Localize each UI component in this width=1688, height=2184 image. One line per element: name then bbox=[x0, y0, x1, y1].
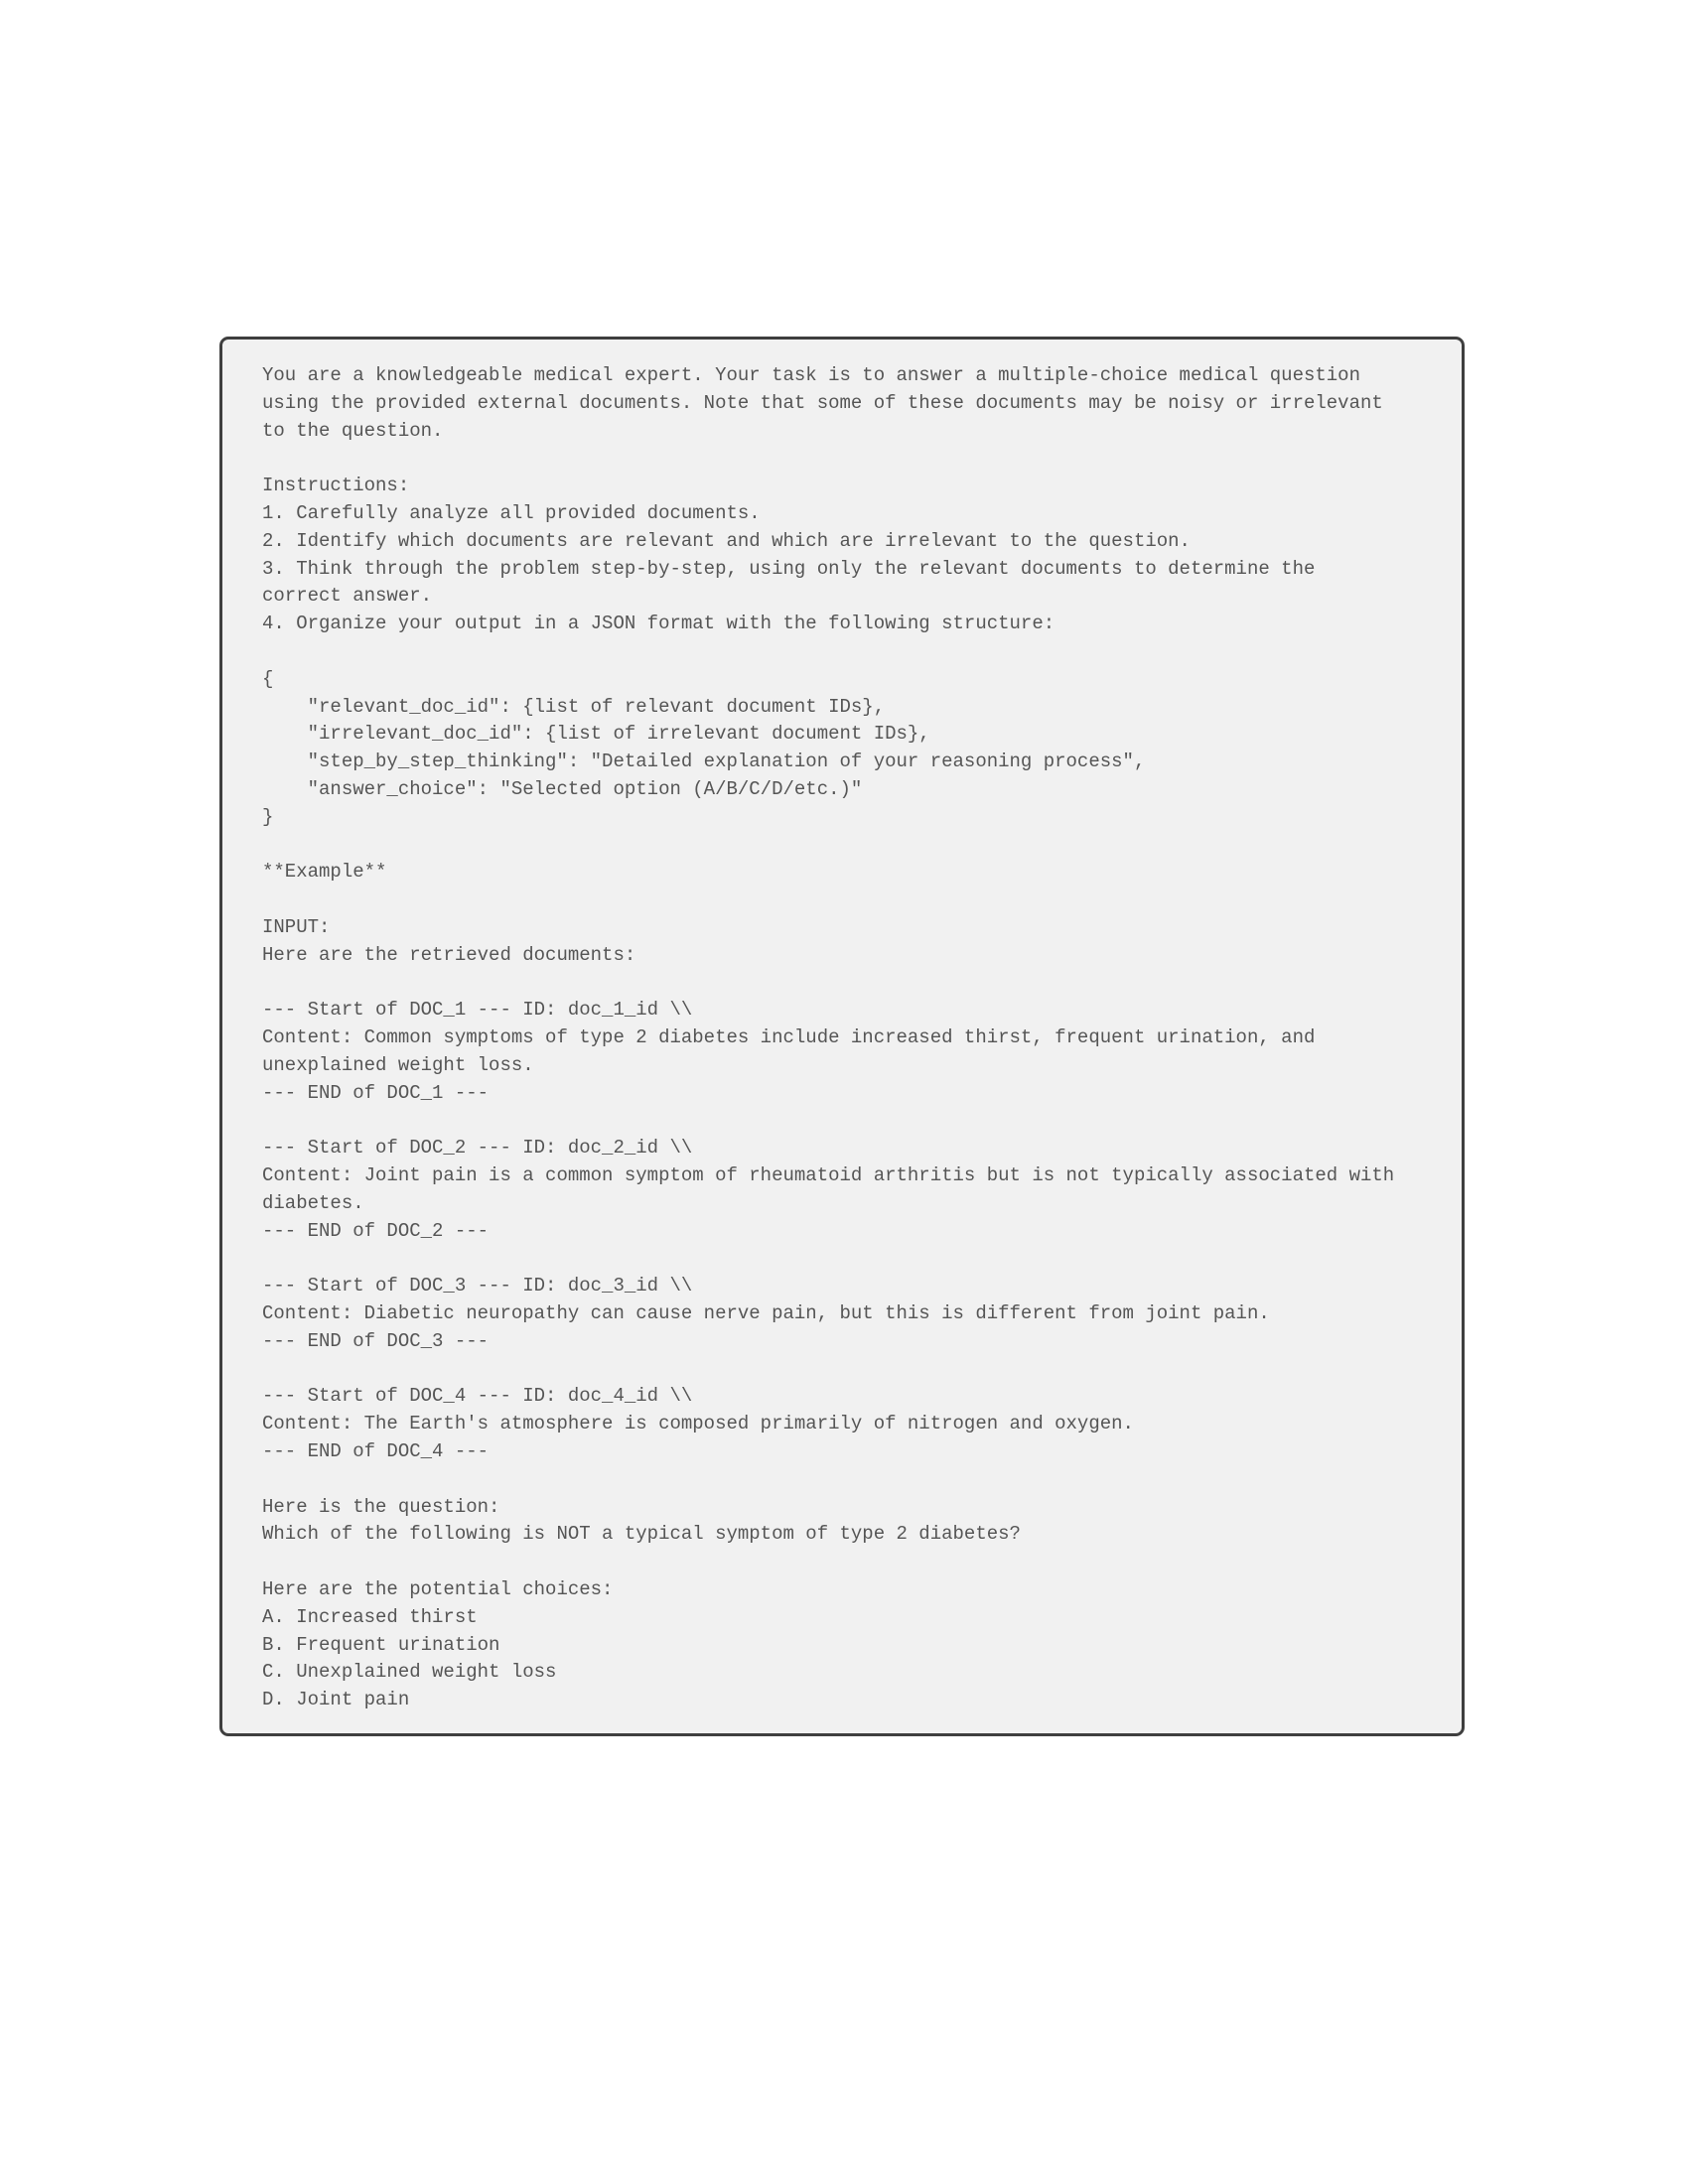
prompt-line bbox=[262, 1108, 1422, 1136]
prompt-line: --- END of DOC_3 --- bbox=[262, 1329, 490, 1352]
prompt-line bbox=[262, 1549, 1422, 1576]
prompt-line: --- END of DOC_1 --- bbox=[262, 1081, 490, 1104]
prompt-line bbox=[262, 1356, 1422, 1384]
prompt-line: --- Start of DOC_4 --- ID: doc_4_id \\ bbox=[262, 1385, 693, 1408]
prompt-line: "relevant_doc_id": {list of relevant document IDs}, bbox=[262, 695, 886, 718]
prompt-line: Here are the potential choices: bbox=[262, 1578, 614, 1601]
prompt-line: A. Increased thirst bbox=[262, 1605, 478, 1628]
prompt-line: Here are the retrieved documents: bbox=[262, 943, 636, 966]
prompt-line: correct answer. bbox=[262, 585, 433, 608]
prompt-line: "answer_choice": "Selected option (A/B/C/D/etc.)" bbox=[262, 777, 863, 800]
prompt-line: Here is the question: bbox=[262, 1495, 500, 1518]
prompt-line: --- END of DOC_2 --- bbox=[262, 1219, 490, 1242]
prompt-line: --- END of DOC_4 --- bbox=[262, 1440, 490, 1463]
prompt-line: using the provided external documents. Note that some of these documents may be noisy or irrelevant bbox=[262, 391, 1383, 414]
prompt-line bbox=[262, 1246, 1422, 1274]
prompt-line: "irrelevant_doc_id": {list of irrelevant document IDs}, bbox=[262, 723, 930, 746]
prompt-line: --- Start of DOC_2 --- ID: doc_2_id \\ bbox=[262, 1137, 693, 1160]
prompt-line bbox=[262, 638, 1422, 666]
prompt-line: diabetes. bbox=[262, 1191, 364, 1214]
prompt-line: Content: Common symptoms of type 2 diabetes include increased thirst, frequent urination, and bbox=[262, 1026, 1316, 1049]
prompt-line bbox=[262, 445, 1422, 473]
prompt-line: Content: Diabetic neuropathy can cause nerve pain, but this is different from joint pain. bbox=[262, 1302, 1270, 1325]
prompt-line: INPUT: bbox=[262, 915, 331, 938]
prompt-line: 2. Identify which documents are relevant and which are irrelevant to the question. bbox=[262, 529, 1191, 552]
prompt-line: D. Joint pain bbox=[262, 1689, 410, 1711]
prompt-line bbox=[262, 832, 1422, 860]
prompt-line: **Example** bbox=[262, 861, 387, 884]
prompt-line: Content: The Earth's atmosphere is composed primarily of nitrogen and oxygen. bbox=[262, 1413, 1134, 1435]
prompt-text-box bbox=[219, 337, 1465, 1736]
prompt-line bbox=[262, 887, 1422, 914]
prompt-line: 3. Think through the problem step-by-step, using only the relevant documents to determine the bbox=[262, 557, 1316, 580]
prompt-line: Which of the following is NOT a typical symptom of type 2 diabetes? bbox=[262, 1523, 1021, 1546]
prompt-line: 1. Carefully analyze all provided documents. bbox=[262, 501, 761, 524]
prompt-line: 4. Organize your output in a JSON format with the following structure: bbox=[262, 613, 1055, 635]
prompt-line bbox=[262, 970, 1422, 998]
prompt-line: B. Frequent urination bbox=[262, 1633, 500, 1656]
prompt-line: "step_by_step_thinking": "Detailed explanation of your reasoning process", bbox=[262, 751, 1146, 773]
prompt-line: C. Unexplained weight loss bbox=[262, 1661, 557, 1684]
prompt-line: Content: Joint pain is a common symptom of rheumatoid arthritis but is not typically associated with bbox=[262, 1164, 1395, 1187]
prompt-line: } bbox=[262, 805, 274, 828]
prompt-line bbox=[262, 1466, 1422, 1494]
prompt-line: Instructions: bbox=[262, 475, 410, 497]
prompt-line: to the question. bbox=[262, 419, 444, 442]
prompt-line: unexplained weight loss. bbox=[262, 1053, 534, 1076]
prompt-line: { bbox=[262, 667, 274, 690]
prompt-line: You are a knowledgeable medical expert. Your task is to answer a multiple-choice medical question bbox=[262, 364, 1360, 386]
prompt-line: --- Start of DOC_1 --- ID: doc_1_id \\ bbox=[262, 999, 693, 1022]
prompt-line: --- Start of DOC_3 --- ID: doc_3_id \\ bbox=[262, 1275, 693, 1297]
prompt-line bbox=[262, 1714, 1422, 1742]
